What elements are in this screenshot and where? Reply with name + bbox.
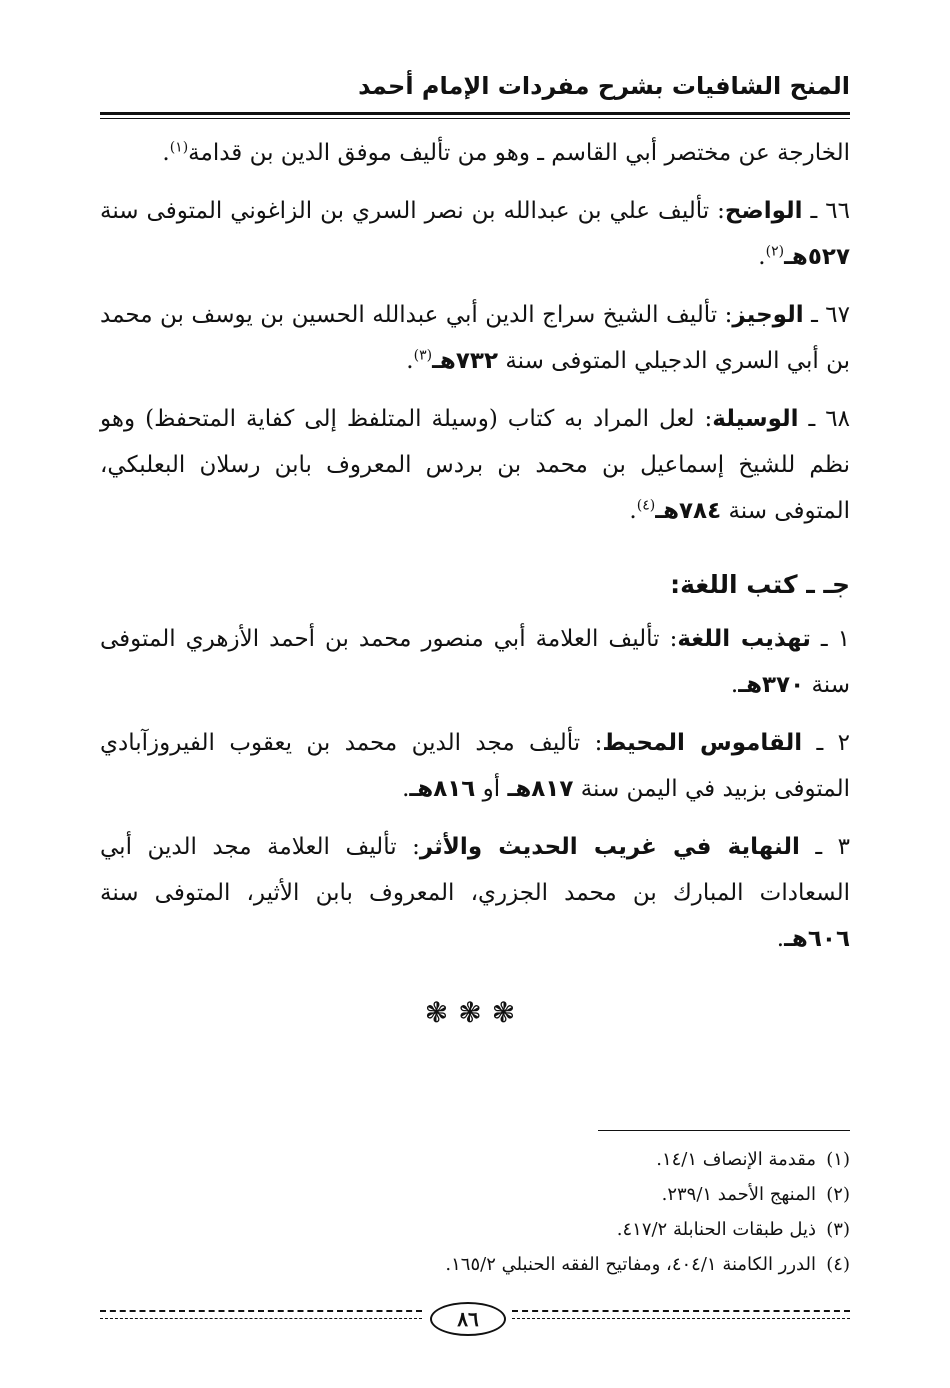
entry-title: الوسيلة [712,406,799,432]
footnote-ref[interactable]: (٣) [413,347,433,364]
entry-title: تهذيب اللغة [677,626,811,652]
entry-or: أو [482,776,501,802]
entry-text: : تأليف مجد الدين محمد بن يعقوب الفيروزآبادي المتوفى بزبيد في اليمن سنة [100,730,850,802]
entry-year: ٦٠٦هـ [784,926,850,952]
entry-end: . [406,348,414,374]
footnote-number: (٤) [826,1254,850,1275]
entry-title: الوجيز [732,302,804,328]
footnote-1 [100,1142,850,1177]
entry-text: : تأليف العلامة أبي منصور محمد بن أحمد الأزهري المتوفى سنة [100,626,850,698]
footnote-separator [598,1130,850,1131]
footnote-ref[interactable]: (٤) [636,497,656,514]
entry-end: . [629,498,637,524]
entry-number: ٦٨ ـ [808,406,850,432]
section-divider-stars: ❃❃❃ [424,996,526,1029]
footnote-ref[interactable]: (١) [169,139,189,156]
main-text [100,130,850,1036]
paragraph-text: الخارجة عن مختصر أبي القاسم ـ وهو من تأليف موفق الدين بن قدامة [188,140,850,166]
footnote-3 [100,1212,850,1247]
footnote-text: مقدمة الإنصاف ١٤/١. [656,1149,816,1170]
footer-dashed-line-right-lower [512,1318,850,1319]
footnote-ref[interactable]: (٢) [765,243,785,260]
footnote-text: الدرر الكامنة ٤٠٤/١، ومفاتيح الفقه الحنبلي ١٦٥/٢. [445,1254,816,1275]
footer-dashed-line-right [512,1310,850,1312]
entry-title: الواضح [724,198,803,224]
paragraph-end: . [162,140,170,166]
entry-year: ٨١٧هـ [507,776,574,802]
entry-66 [100,188,850,280]
footnote-text: ذيل طبقات الحنابلة ٤١٧/٢. [616,1219,816,1240]
entry-number: ٦٦ ـ [810,198,850,224]
paragraph-continuation [100,130,850,176]
footnotes [100,1142,850,1282]
entry-number: ٦٧ ـ [811,302,851,328]
entry-title: القاموس المحيط [602,730,803,756]
entry-text: : لعل المراد به كتاب (وسيلة المتلفظ إلى كفاية المتحفظ) وهو نظم للشيخ إسماعيل بن محمد بن بردس المعروف بابن رسلان البعلبكي، المتوفى سنة [100,406,850,524]
entry-year: ٥٢٧هـ [784,244,850,270]
header-rule-thick [100,112,850,115]
footnote-2 [100,1177,850,1212]
section-heading: جـ ـ كتب اللغة: [670,570,850,599]
running-header [100,66,850,116]
entry-end: . [758,244,766,270]
entry-title: النهاية في غريب الحديث والأثر [419,834,800,860]
entry-year: ٣٧٠هـ [738,672,805,698]
entry-text: : تأليف علي بن عبدالله بن نصر السري بن الزاغوني المتوفى سنة [100,198,725,224]
footnote-4 [100,1247,850,1282]
footnote-number: (١) [826,1149,850,1170]
entry-number: ٢ ـ [816,730,850,756]
footer-dashed-line-left-lower [100,1318,422,1319]
page-number: ٨٦ [430,1302,506,1336]
footnote-text: المنهج الأحمد ٢٣٩/١. [661,1184,816,1205]
entry-end: . [776,926,785,952]
entry-year-alt: ٨١٦هـ [409,776,476,802]
running-header-title: المنح الشافيات بشرح مفردات الإمام أحمد [358,72,850,100]
entry-end: . [730,672,739,698]
entry-text: : تأليف العلامة مجد الدين أبي السعادات المبارك بن محمد الجزري، المعروف بابن الأثير، المتوفى سنة [100,834,850,906]
page-footer [100,1302,850,1338]
entry-text: : تأليف الشيخ سراج الدين أبي عبدالله الحسين بن يوسف بن محمد بن أبي السري الدجيلي المتوفى سنة [100,302,850,374]
footer-dashed-line-left [100,1310,422,1312]
language-entry-2 [100,720,850,812]
footnote-number: (٢) [826,1184,850,1205]
entry-year: ٧٣٢هـ [432,348,498,374]
entry-number: ٣ ـ [815,834,851,860]
entry-67 [100,292,850,384]
entry-end: . [402,776,410,802]
language-entry-1 [100,616,850,708]
footnote-number: (٣) [826,1219,850,1240]
header-rule-thin [100,118,850,119]
entry-year: ٧٨٤هـ [655,498,722,524]
entry-68 [100,396,850,534]
language-entry-3 [100,824,850,962]
entry-number: ١ ـ [820,626,851,652]
